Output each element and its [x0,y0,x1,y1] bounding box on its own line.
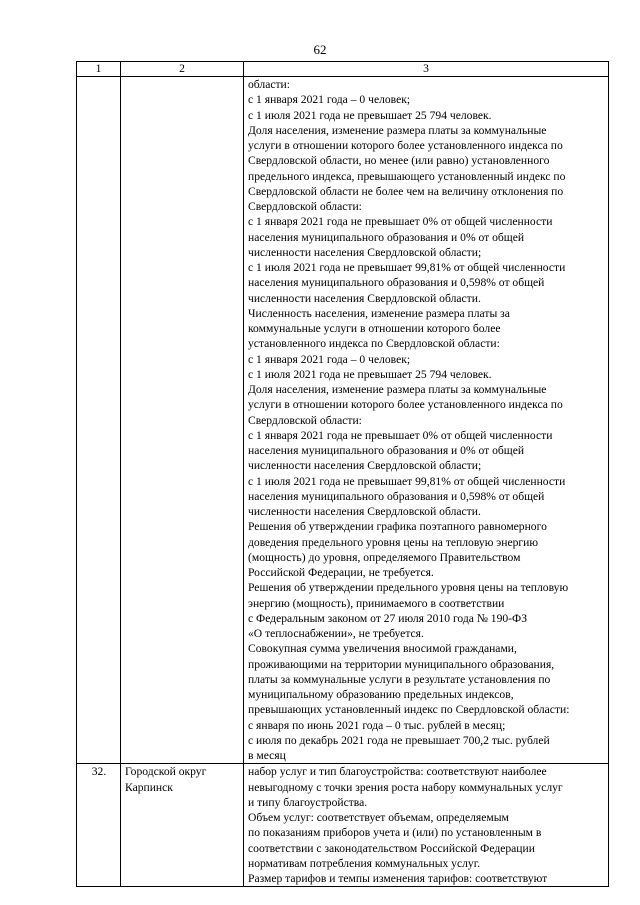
text-line: с Федеральным законом от 27 июля 2010 года № 190-ФЗ [248,611,528,625]
text-line: услуги в отношении которого более установленного индекса по [248,398,563,412]
text-line: Совокупная сумма увеличения вносимой гражданами, [248,642,517,656]
table-row [77,764,609,887]
text-line: Численность населения, изменение размера платы за [248,306,510,320]
text-line: Свердловской области: [248,200,362,213]
text-line: с 1 января 2021 года не превышает 0% от общей численности [248,215,553,229]
text-line: (мощность) до уровня, определяемого Правительством [248,550,521,564]
text-line: соответствии с законодательством Российской Федерации [248,841,535,855]
text-line: Свердловской области: [248,413,362,427]
text-line: с 1 января 2021 года – 0 человек; [248,352,411,366]
row-number [77,77,121,764]
row-name [121,77,244,764]
text-line: в месяц [248,749,286,762]
text-line: с 1 июля 2021 года не превышает 25 794 человек. [248,108,492,122]
header-col-1: 1 [77,62,121,77]
text-line: с 1 января 2021 года – 0 человек; [248,93,411,107]
text-line: Карпинск [125,780,173,794]
text-line: Доля населения, изменение размера платы за коммунальные [248,123,547,137]
table-header-row [77,62,609,77]
text-line: по показаниям приборов учета и (или) по установленным в [248,826,542,840]
text-line: численности населения Свердловской области. [248,505,481,518]
text-line: платы за коммунальные услуги в результате установления по [248,672,551,686]
text-line: доведения предельного уровня цены на тепловую энергию [248,535,539,549]
text-line: населения муниципального образования и 0% от общей [248,444,525,457]
text-line: проживающими на территории муниципального образования, [248,657,555,671]
text-line: муниципальному образованию предельных индексов, [248,688,514,701]
text-line: коммунальные услуги в отношении которого более [248,322,501,335]
text-line: с 1 июля 2021 года не превышает 25 794 человек. [248,367,492,381]
text-line: с 1 января 2021 года не превышает 0% от общей численности [248,428,553,442]
text-line: численности населения Свердловской области. [248,291,481,305]
text-line: предельного индекса, превышающего установленный индекс по [248,169,566,183]
text-line: Размер тарифов и темпы изменения тарифов: соответствуют [248,872,548,885]
page-number: 62 [313,42,327,57]
text-line: с 1 июля 2021 года не превышает 99,81% от общей численности [248,261,566,274]
text-line: с июля по декабрь 2021 года не превышает 700,2 тыс. рублей [248,733,550,747]
row-number: 32. [77,764,121,887]
text-line: Свердловской области не более чем на величину отклонения по [248,184,564,198]
text-line: численности населения Свердловской области; [248,245,482,259]
text-line: энергию (мощность), принимаемого в соответствии [248,596,505,610]
text-line: населения муниципального образования и 0% от общей [248,230,525,244]
text-line: Решения об утверждении графика поэтапного равномерного [248,520,547,534]
text-line: Объем услуг: соответствует объемам, определяемым [248,811,509,824]
text-line: численности населения Свердловской области; [248,459,482,473]
text-line: и типу благоустройства. [248,795,368,809]
text-line: услуги в отношении которого более установленного индекса по [248,139,563,152]
text-line: населения муниципального образования и 0,598% от общей [248,276,545,290]
text-line: области: [248,78,290,91]
text-line: Российской Федерации, не требуется. [248,566,434,579]
row-text [244,77,609,764]
header-col-2: 2 [121,62,244,77]
text-line: с января по июнь 2021 года – 0 тыс. рублей в месяц; [248,718,506,732]
text-line: невыгодному с точки зрения роста набору коммунальных услуг [248,780,563,794]
text-line: установленного индекса по Свердловской области: [248,337,500,351]
header-col-3: 3 [244,62,609,77]
text-line: нормативам потребления коммунальных услуг. [248,856,481,870]
text-line: с 1 июля 2021 года не превышает 99,81% от общей численности [248,474,566,488]
row-text [244,764,609,887]
table-row [77,77,609,764]
text-line: набор услуг и тип благоустройства: соответствуют наиболее [248,765,547,779]
text-line: Свердловской области, но менее (или равно) установленного [248,154,550,168]
text-line: «О теплоснабжении», не требуется. [248,627,424,640]
text-line: Доля населения, изменение размера платы за коммунальные [248,383,547,396]
row-name [121,764,244,887]
text-line: населения муниципального образования и 0,598% от общей [248,489,545,503]
document-table [76,61,609,887]
text-line: превышающих установленный индекс по Свердловской области: [248,703,570,717]
text-line: Решения об утверждении предельного уровня цены на тепловую [248,581,569,595]
text-line: Городской округ [125,765,207,779]
